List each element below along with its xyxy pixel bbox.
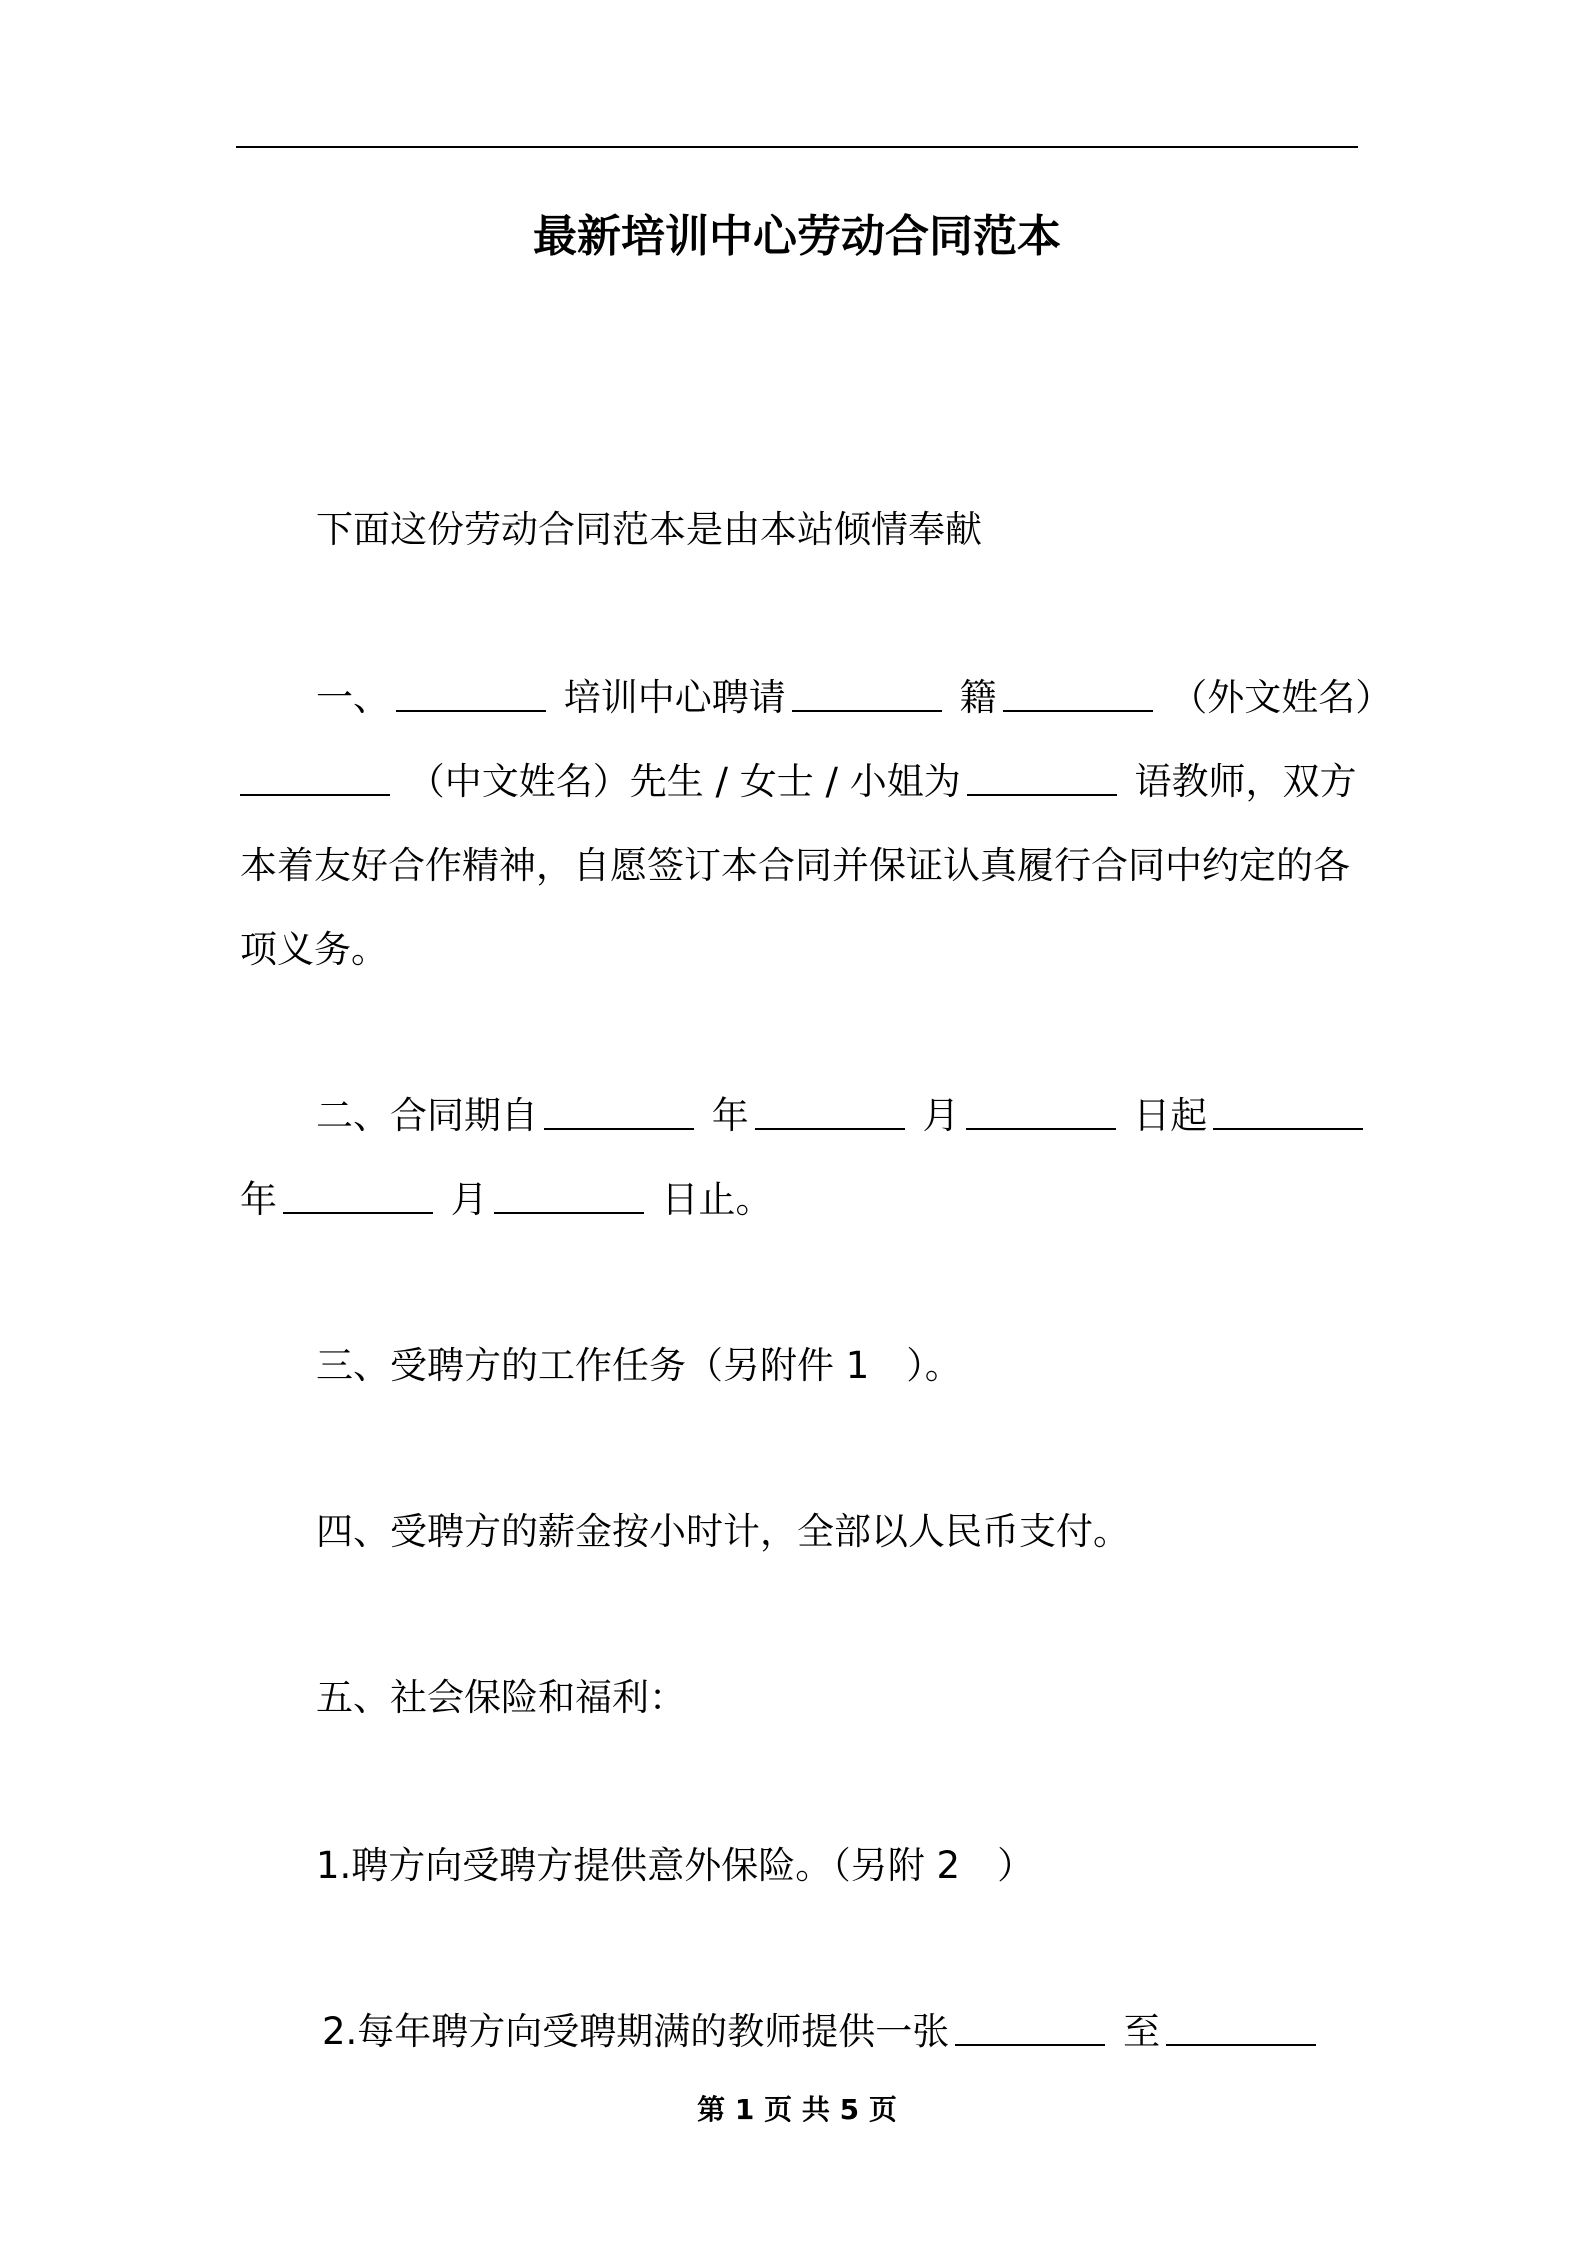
clause-5-text: 五、社会保险和福利：	[316, 1676, 686, 1719]
clause-2-text: 年	[240, 1178, 277, 1221]
item-1-text: 1.聘方向受聘方提供意外保险。（另附 2 ）	[316, 1844, 1035, 1887]
blank-line	[966, 1094, 1116, 1130]
document-title: 最新培训中心劳动合同范本	[533, 211, 1061, 262]
blank-line	[544, 1094, 694, 1130]
blank-line	[792, 676, 942, 712]
clause-1-line-3	[240, 824, 1350, 908]
clause-2-text: 日止。	[661, 1178, 773, 1221]
page-number-footer: 第 1 页 共 5 页	[697, 2093, 897, 2126]
blank-line	[494, 1178, 644, 1214]
clause-1-text: 培训中心聘请	[563, 676, 786, 719]
blank-line	[1003, 676, 1153, 712]
clause-1-line-2	[240, 740, 1357, 824]
clause-1-prefix: 一、	[316, 676, 390, 719]
clause-1-text: 语教师，双方	[1134, 760, 1357, 803]
blank-line	[396, 676, 546, 712]
item-2-text: 至	[1123, 2010, 1161, 2053]
clause-2-text: 年	[711, 1094, 749, 1137]
blank-line	[283, 1178, 433, 1214]
clause-4	[316, 1490, 1130, 1574]
clause-1-text: （外文姓名）	[1170, 676, 1393, 719]
clause-5	[316, 1656, 686, 1740]
clause-3	[316, 1324, 962, 1408]
clause-1-text: 籍	[959, 676, 997, 719]
intro-text: 下面这份劳动合同范本是由本站倾情奉献	[316, 508, 982, 551]
blank-line	[967, 760, 1117, 796]
clause-2-line-1	[316, 1074, 1369, 1158]
item-2-text: 2.每年聘方向受聘期满的教师提供一张	[322, 2010, 950, 2053]
clause-2-text: 日起	[1133, 1094, 1208, 1137]
clause-2-text: 二、合同期自	[316, 1094, 538, 1137]
clause-1-line-1	[316, 656, 1392, 740]
clause-2-line-2	[240, 1158, 773, 1242]
blank-line	[1213, 1094, 1363, 1130]
clause-1-text: 项义务。	[240, 928, 388, 971]
item-1	[316, 1824, 1034, 1908]
blank-line	[755, 1094, 905, 1130]
blank-line	[955, 2010, 1105, 2046]
header-rule	[236, 146, 1358, 148]
clause-1-text: （中文姓名）先生 / 女士 / 小姐为	[407, 760, 961, 803]
clause-1-line-4	[240, 908, 388, 992]
clause-2-text: 月	[450, 1178, 488, 1221]
item-2	[322, 1990, 1322, 2074]
clause-2-text: 月	[922, 1094, 960, 1137]
blank-line	[1166, 2010, 1316, 2046]
clause-3-text: 三、受聘方的工作任务（另附件 1 ）。	[316, 1344, 962, 1387]
intro-paragraph	[316, 488, 982, 572]
blank-line	[240, 760, 390, 796]
clause-1-text: 本着友好合作精神，自愿签订本合同并保证认真履行合同中约定的各	[240, 844, 1350, 887]
clause-4-text: 四、受聘方的薪金按小时计，全部以人民币支付。	[316, 1510, 1130, 1553]
